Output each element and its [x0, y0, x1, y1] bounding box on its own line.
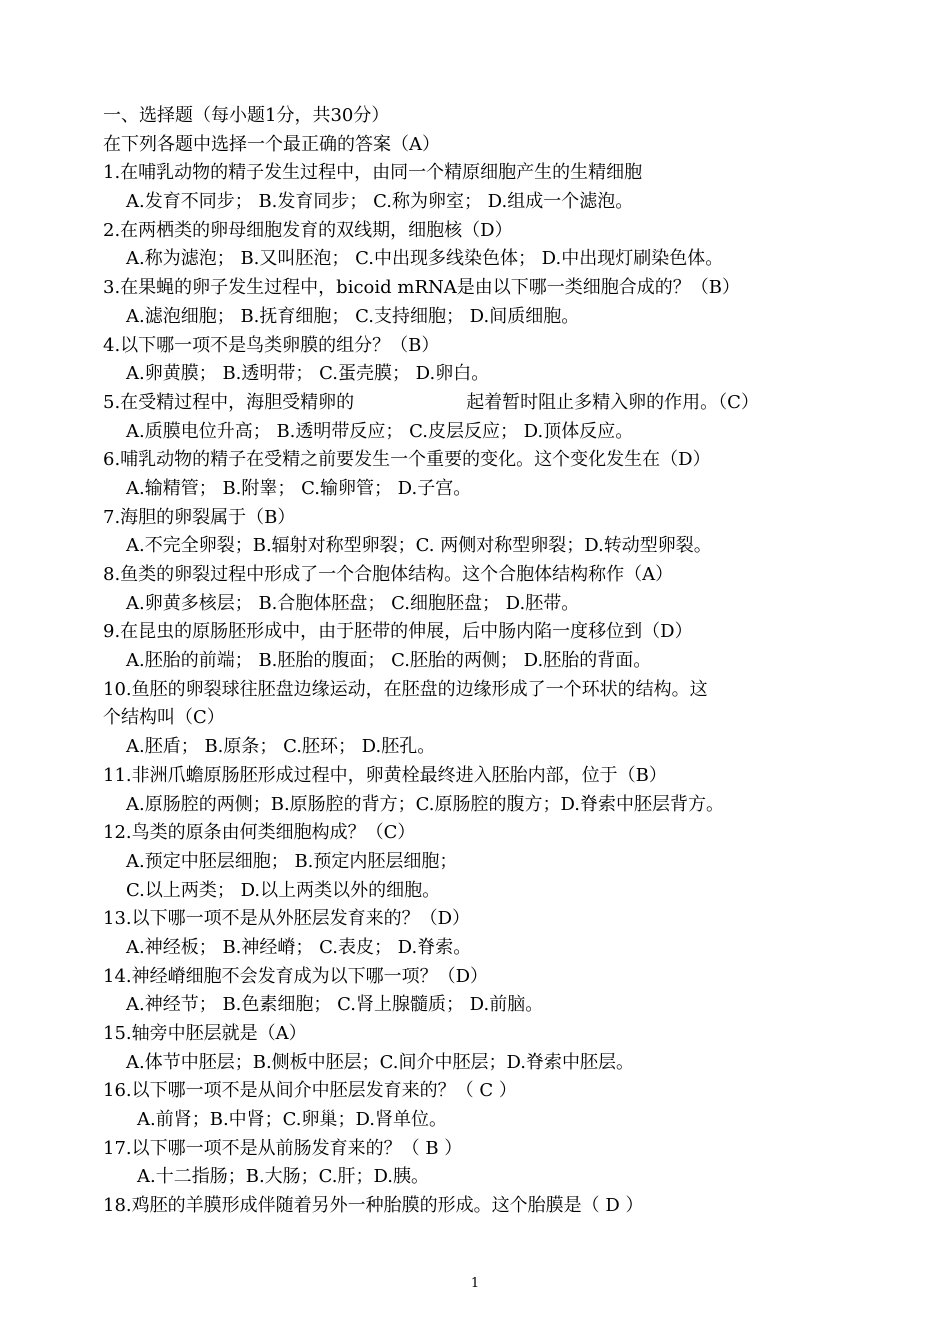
question-2-options: A.称为滤泡； B.又叫胚泡； C.中出现多线染色体； D.中出现灯刷染色体。	[126, 248, 724, 270]
question-2: 2.在两栖类的卵母细胞发育的双线期，细胞核（D）	[103, 219, 513, 241]
question-11-options: A.原肠腔的两侧；B.原肠腔的背方；C.原肠腔的腹方；D.脊索中胚层背方。	[126, 793, 725, 815]
question-5	[103, 389, 853, 418]
question-1-options: A.发育不同步； B.发育同步； C.称为卵室； D.组成一个滤泡。	[126, 191, 634, 213]
question-14-options: A.神经节； B.色素细胞； C.肾上腺髓质； D.前脑。	[126, 994, 544, 1016]
question-4: 4.以下哪一项不是鸟类卵膜的组分？（B）	[103, 334, 440, 356]
question-1: 1.在哺乳动物的精子发生过程中，由同一个精原细胞产生的生精细胞	[103, 162, 643, 184]
question-14: 14.神经嵴细胞不会发育成为以下哪一项？（D）	[103, 965, 489, 987]
question-10: 10.鱼胚的卵裂球往胚盘边缘运动，在胚盘的边缘形成了一个环状的结构。这	[103, 678, 708, 700]
question-12-options-row-2: C.以上两类； D.以上两类以外的细胞。	[126, 879, 441, 901]
question-18: 18.鸡胚的羊膜形成伴随着另外一种胎膜的形成。这个胎膜是（ D ）	[103, 1195, 644, 1217]
section-heading: 一、选择题（每小题1分，共30分）	[103, 105, 390, 126]
question-12-options-row-1: A.预定中胚层细胞； B.预定内胚层细胞；	[126, 850, 458, 872]
question-5-part-2: 起着暂时阻止多精入卵的作用。（C）	[466, 391, 759, 413]
question-10-continued: 个结构叫（C）	[103, 707, 225, 729]
question-15-options: A.体节中胚层；B.侧板中胚层；C.间介中胚层；D.脊索中胚层。	[126, 1051, 635, 1073]
instruction-line: 在下列各题中选择一个最正确的答案（A）	[103, 133, 440, 155]
question-8: 8.鱼类的卵裂过程中形成了一个合胞体结构。这个合胞体结构称作（A）	[103, 564, 674, 585]
question-17: 17.以下哪一项不是从前肠发育来的？（ B ）	[103, 1137, 463, 1159]
question-12: 12.鸟类的原条由何类细胞构成？（C）	[103, 822, 416, 844]
question-13: 13.以下哪一项不是从外胚层发育来的？（D）	[103, 908, 471, 930]
question-6: 6.哺乳动物的精子在受精之前要发生一个重要的变化。这个变化发生在（D）	[103, 449, 711, 471]
question-5-options: A.质膜电位升高； B.透明带反应； C.皮层反应； D.顶体反应。	[126, 420, 634, 442]
question-13-options: A.神经板； B.神经嵴； C.表皮； D.脊索。	[126, 936, 472, 958]
question-15: 15.轴旁中胚层就是（A）	[103, 1023, 307, 1044]
question-3-options: A.滤泡细胞； B.抚育细胞； C.支持细胞； D.间质细胞。	[126, 305, 580, 327]
question-8-options: A.卵黄多核层； B.合胞体胚盘； C.细胞胚盘； D.胚带。	[126, 592, 580, 614]
question-9-options: A.胚胎的前端； B.胚胎的腹面； C.胚胎的两侧； D.胚胎的背面。	[126, 650, 652, 672]
exam-content	[103, 102, 853, 1221]
question-3: 3.在果蝇的卵子发生过程中，bicoid mRNA是由以下哪一类细胞合成的？（B）	[103, 277, 740, 299]
page-number: 1	[470, 1276, 480, 1291]
question-16-options: A.前肾；B.中肾；C.卵巢；D.肾单位。	[137, 1109, 448, 1131]
question-7: 7.海胆的卵裂属于（B）	[103, 506, 296, 528]
question-5-part-1: 5.在受精过程中，海胆受精卵的	[103, 391, 355, 413]
question-17-options: A.十二指肠；B.大肠；C.肝；D.胰。	[137, 1166, 430, 1188]
question-10-options: A.胚盾； B.原条； C.胚环； D.胚孔。	[126, 736, 436, 758]
question-6-options: A.输精管； B.附睾； C.输卵管； D.子宫。	[126, 477, 472, 499]
question-7-options: A.不完全卵裂；B.辐射对称型卵裂；C. 两侧对称型卵裂；D.转动型卵裂。	[126, 535, 712, 557]
question-11: 11.非洲爪蟾原肠胚形成过程中，卵黄栓最终进入胚胎内部，位于（B）	[103, 764, 667, 786]
question-4-options: A.卵黄膜； B.透明带； C.蛋壳膜； D.卵白。	[126, 363, 490, 385]
question-16: 16.以下哪一项不是从间介中胚层发育来的？（ C ）	[103, 1080, 517, 1102]
question-9: 9.在昆虫的原肠胚形成中，由于胚带的伸展，后中肠内陷一度移位到（D）	[103, 621, 693, 643]
